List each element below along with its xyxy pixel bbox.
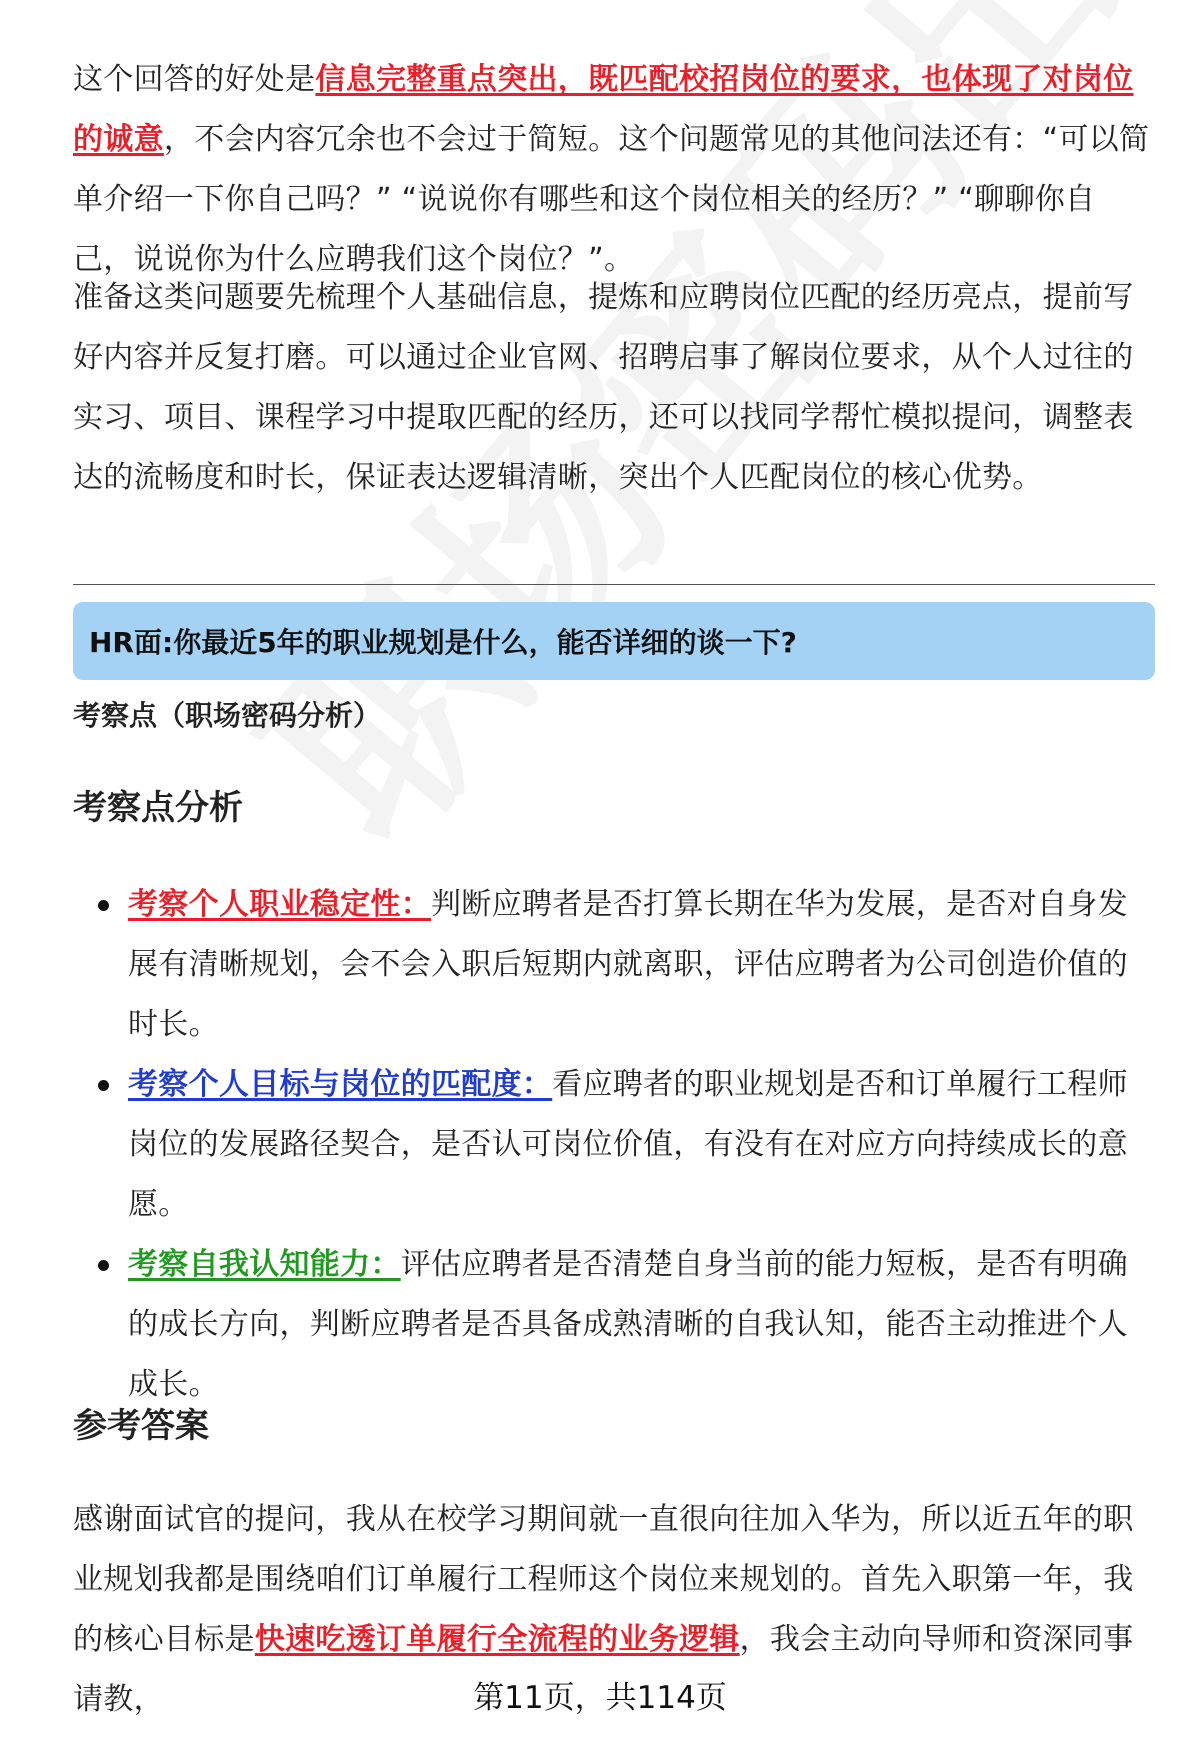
answer-highlight: 快速吃透订单履行全流程的业务逻辑 [254,1622,740,1657]
analysis-source-heading: 考察点（职场密码分析） [73,699,382,732]
analysis-item-label: 考察个人职业稳定性： [128,887,431,922]
page-number: 第11页，共114页 [473,1680,727,1716]
answer-text-start: 感谢面试官的提问，我从在校学习期间就一直很向往加入华为，所以近五年的职业规划我都是围绕咱们订单履行工程师这个岗位来规划的。首先入职第一年，我的核心目标是 [73,1502,1134,1657]
bullet-dot [98,900,109,911]
section-divider [73,584,1155,585]
intro-highlight: 信息完整重点突出，既匹配校招岗位的要求，也体现了对岗位的诚意 [73,62,1134,157]
analysis-title: 考察点分析 [73,788,243,828]
analysis-item-self-awareness [128,1235,1148,1415]
analysis-item-label: 考察个人目标与岗位的匹配度： [128,1067,553,1102]
analysis-list [128,875,1148,1415]
intro-paragraph-1 [73,50,1153,290]
bullet-dot [98,1260,109,1271]
intro-paragraph-2: 准备这类问题要先梳理个人基础信息，提炼和应聘岗位匹配的经历亮点，提前写好内容并反复打磨。可以通过企业官网、招聘启事了解岗位要求，从个人过往的实习、项目、课程学习中提取匹配的经历，还可以找同学帮忙模拟提问，调整表达的流畅度和时长，保证表达逻辑清晰，突出个人匹配岗位的核心优势。 [73,280,1134,495]
question-text: HR面:你最近5年的职业规划是什么，能否详细的谈一下? [89,626,797,659]
intro-text-start: 这个回答的好处是 [73,62,316,97]
analysis-item-fit [128,1055,1148,1235]
answer-title: 参考答案 [73,1406,209,1446]
analysis-item-text: 看应聘者的职业规划是否和订单履行工程师岗位的发展路径契合，是否认可岗位价值，有没有在对应方向持续成长的意愿。 [128,1067,1128,1222]
bullet-dot [98,1080,109,1091]
intro-text-rest: ，不会内容冗余也不会过于简短。这个问题常见的其他问法还有：“可以简单介绍一下你自己吗？” “说说你有哪些和这个岗位相关的经历？” “聊聊你自己，说说你为什么应聘我们这个岗位？”。 [73,122,1150,277]
question-banner [73,602,1155,680]
analysis-item-text: 判断应聘者是否打算长期在华为发展，是否对自身发展有清晰规划，会不会入职后短期内就离职，评估应聘者为公司创造价值的时长。 [128,887,1128,1042]
analysis-item-label: 考察自我认知能力： [128,1247,401,1282]
analysis-item-stability [128,875,1148,1055]
answer-text-rest: ，我会主动向导师和资深同事请教， [73,1622,1134,1717]
analysis-item-text: 评估应聘者是否清楚自身当前的能力短板，是否有明确的成长方向，判断应聘者是否具备成熟清晰的自我认知，能否主动推进个人成长。 [128,1247,1128,1402]
